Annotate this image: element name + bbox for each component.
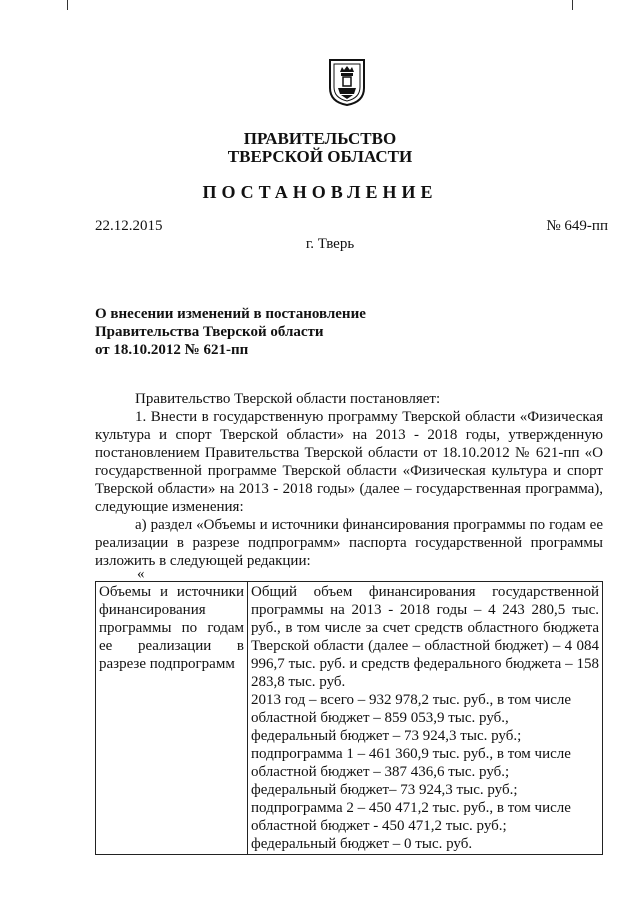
financing-line: подпрограмма 1 – 461 360,9 тыс. руб., в том числе [251,746,571,762]
table-row [96,582,603,855]
org-name-line1: ПРАВИТЕЛЬСТВО [243,129,397,148]
scan-mark-right [572,0,573,10]
document-city: г. Тверь [305,236,355,252]
document-subject [95,305,495,359]
financing-line: федеральный бюджет – 73 924,3 тыс. руб.; [251,728,522,744]
financing-line: федеральный бюджет– 73 924,3 тыс. руб.; [251,782,518,798]
body-paragraph-3: а) раздел «Объемы и источники финансирования программы по годам ее реализации в разрезе подпрограмм» паспорта государственной программы изложить в следующей редакции: [95,517,603,569]
table-label-cell: Объемы и источники финансирования программы по годам ее реализации в разрезе подпрограмм [96,582,248,855]
subject-line3: от 18.10.2012 № 621-пп [95,342,249,358]
table-value-cell [248,582,603,855]
org-name-line2: ТВЕРСКОЙ ОБЛАСТИ [227,147,413,166]
financing-line: областной бюджет – 387 436,6 тыс. руб.; [251,764,510,780]
document-date: 22.12.2015 [95,218,163,234]
document-body [95,390,603,570]
financing-line: областной бюджет – 859 053,9 тыс. руб., [251,710,509,726]
financing-line: областной бюджет - 450 471,2 тыс. руб.; [251,818,507,834]
financing-line: подпрограмма 2 – 450 471,2 тыс. руб., в том числе [251,800,571,816]
financing-summary: Общий объем финансирования государственной программы на 2013 - 2018 годы – 4 243 280,5 тыс. руб., в том числе за счет средств областного бюджета Тверской области (далее – областной бюджет) – 4 084 996,7 тыс. руб. и средств федерального бюджета – 158 283,8 тыс. руб. [251,584,599,690]
financing-line: 2013 год – всего – 932 978,2 тыс. руб., в том числе [251,692,572,708]
coat-of-arms-icon [328,58,366,106]
body-paragraph-1: Правительство Тверской области постановляет: [135,391,441,407]
document-type: ПОСТАНОВЛЕНИЕ [202,182,438,202]
opening-quote: « [137,566,145,582]
subject-line2: Правительства Тверской области [95,324,324,340]
scan-mark-left [67,0,68,10]
document-number: № 649-пп [546,218,608,234]
financing-line: федеральный бюджет – 0 тыс. руб. [251,836,473,852]
body-paragraph-2: 1. Внести в государственную программу Тверской области «Физическая культура и спорт Тверской области» на 2013 - 2018 годы, утвержденную постановлением Правительства Тверской области от 18.10.2012 № 621-пп «О государственной программе Тверской области «Физическая культура и спорт Тверской области» на 2013 - 2018 годы» (далее – государственная программа), следующие изменения: [95,409,603,515]
financing-table [95,581,603,855]
subject-line1: О внесении изменений в постановление [95,306,366,322]
